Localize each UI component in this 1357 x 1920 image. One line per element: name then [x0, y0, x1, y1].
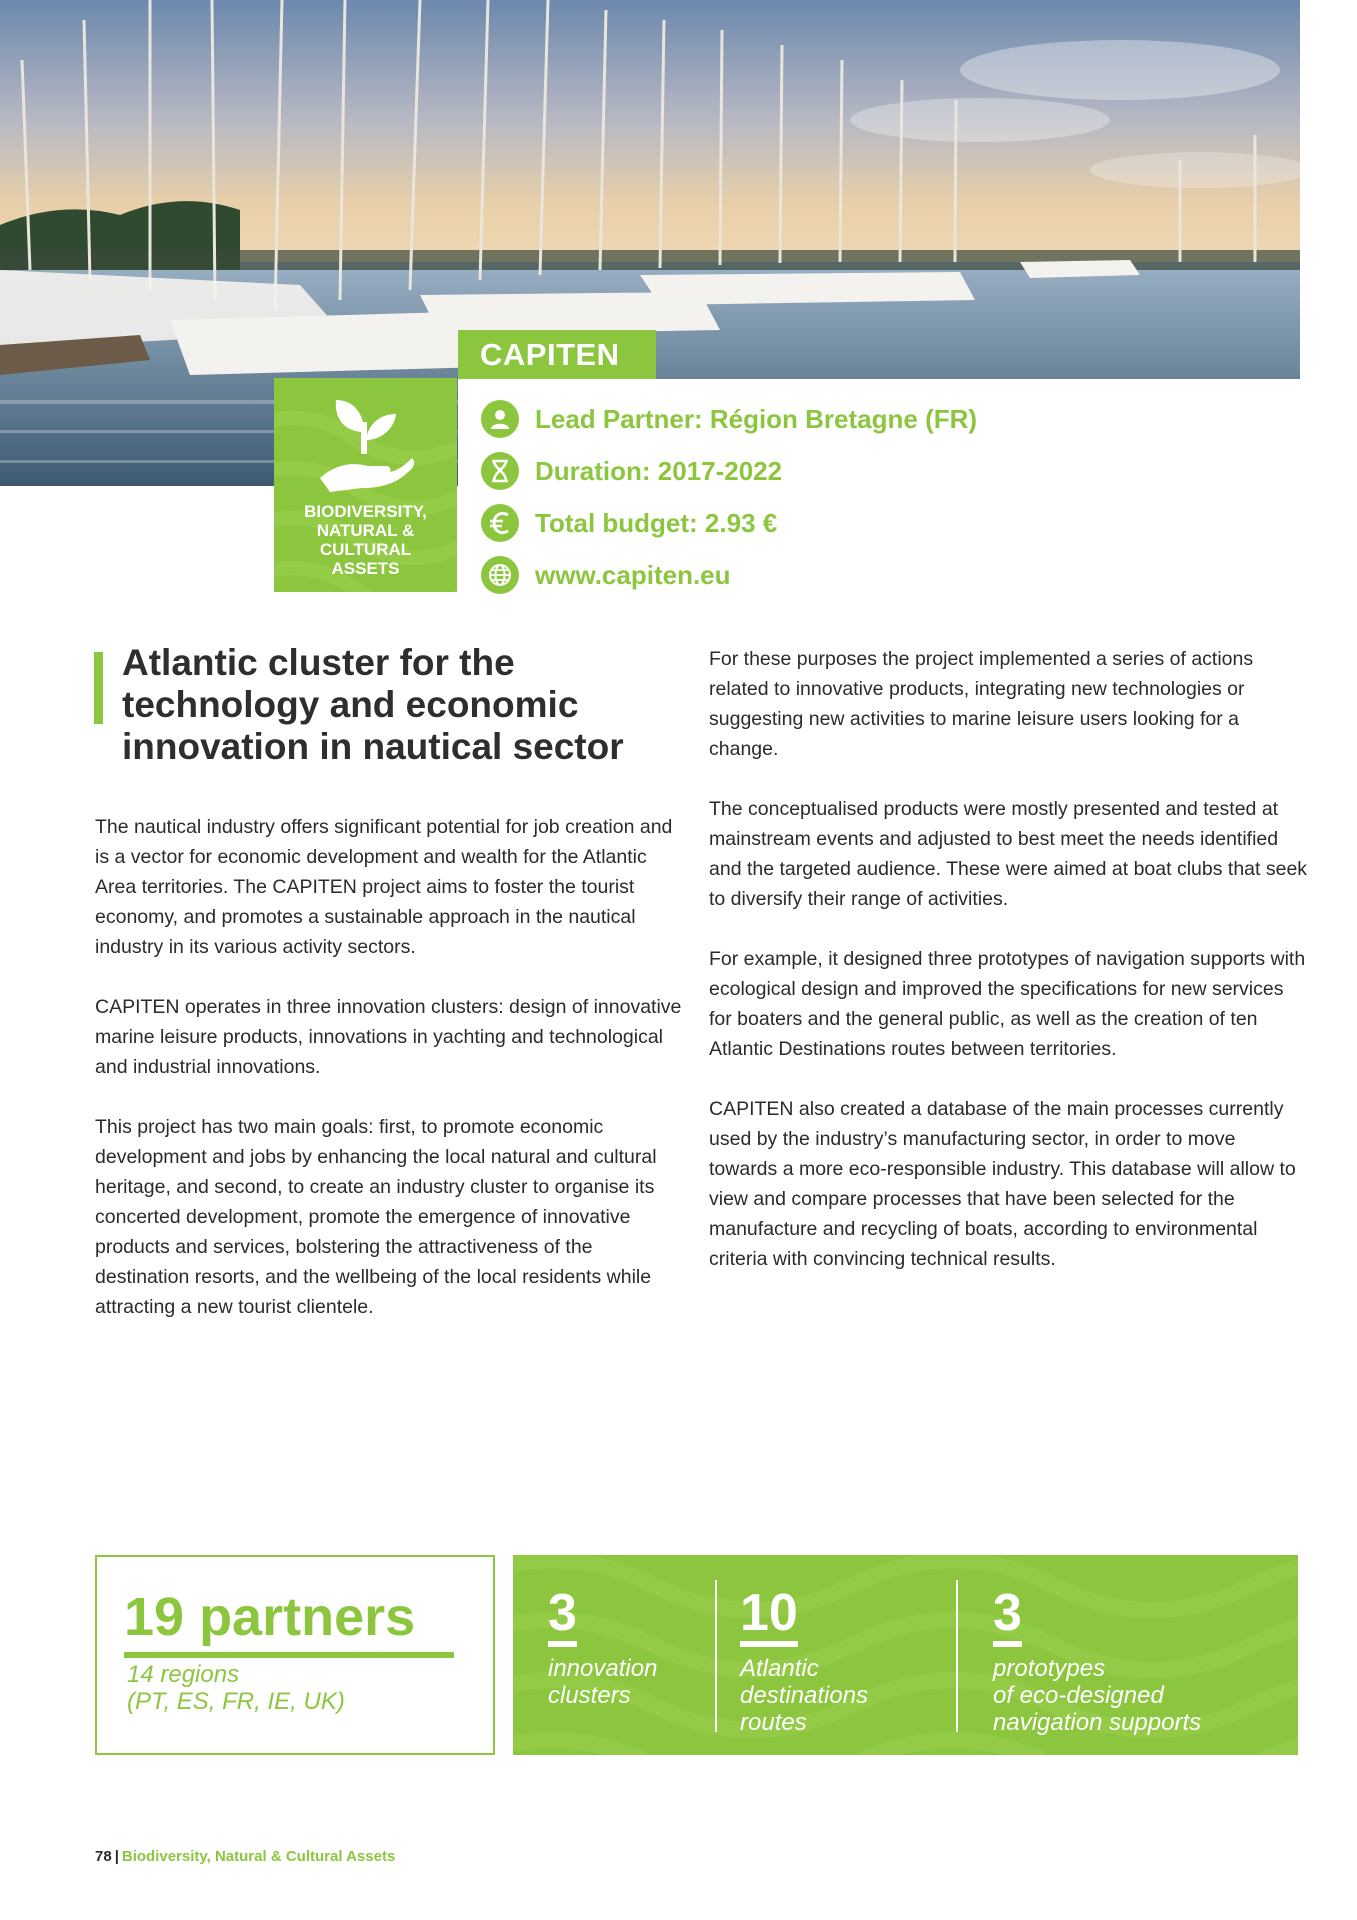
stat-value: 3 [993, 1585, 1022, 1647]
regions-countries: (PT, ES, FR, IE, UK) [127, 1688, 345, 1715]
info-budget [481, 497, 977, 549]
stat-innovation-clusters [548, 1585, 657, 1709]
plant-in-hand-icon [316, 392, 416, 498]
partners-stat-box [95, 1555, 495, 1755]
globe-icon [481, 556, 519, 594]
section-name: Biodiversity, Natural & Cultural Assets [121, 1848, 396, 1865]
body-left-column [95, 812, 691, 1352]
stat-value: 10 [740, 1585, 798, 1647]
paragraph: For example, it designed three prototypes of navigation supports with ecological design and improved the specifications for new services for boaters and the general public, as well as the creation of ten Atlantic Destinations routes between territories. [709, 948, 1306, 1060]
info-lead-partner [481, 393, 977, 445]
title-accent-bar [94, 652, 103, 724]
stat-divider [956, 1580, 958, 1732]
regions-count: 14 regions [127, 1661, 240, 1688]
stat-value: 3 [548, 1585, 577, 1647]
partners-underline [124, 1652, 454, 1658]
partners-regions [127, 1661, 345, 1715]
stat-label: prototypes of eco-designed navigation supports [993, 1655, 1202, 1736]
info-website[interactable] [481, 549, 977, 601]
person-icon [481, 400, 519, 438]
stat-atlantic-routes [740, 1585, 868, 1736]
theme-label: BIODIVERSITY, NATURAL & CULTURAL ASSETS [304, 502, 427, 578]
website-link[interactable]: www.capiten.eu [535, 559, 731, 590]
theme-badge [274, 378, 457, 592]
stats-panel [513, 1555, 1298, 1755]
paragraph: This project has two main goals: first, to promote economic development and jobs by enhancing the local natural and cultural heritage, and second, to create an industry cluster to organise its concerted development, promote the emergence of innovative products and services, bolstering the attractiveness of the destination resorts, and the wellbeing of the local residents while attracting a new tourist clientele. [95, 1116, 657, 1318]
footer-separator: | [114, 1848, 119, 1865]
stat-divider [715, 1580, 717, 1732]
page-footer [95, 1848, 395, 1865]
budget-text: Total budget: 2.93 € [535, 507, 778, 538]
project-name-tab: CAPITEN [458, 330, 656, 379]
hourglass-icon [481, 452, 519, 490]
paragraph: CAPITEN also created a database of the main processes currently used by the industry’s manufacturing sector, in order to move towards a more eco-responsible industry. This database will allow to view and compare processes that have been selected for the manufacture and recycling of boats, according to environmental criteria with convincing technical results. [709, 1098, 1296, 1270]
stat-label: innovation clusters [548, 1655, 658, 1709]
project-info-list [481, 393, 977, 601]
euro-icon [481, 504, 519, 542]
partners-count: 19 partners [124, 1587, 416, 1647]
paragraph: For these purposes the project implemented a series of actions related to innovative products, integrating new technologies or suggesting new activities to marine leisure users looking for a change. [709, 648, 1254, 760]
stat-label: Atlantic destinations routes [740, 1655, 869, 1736]
duration-text: Duration: 2017-2022 [535, 455, 783, 486]
lead-partner-text: Lead Partner: Région Bretagne (FR) [535, 403, 978, 434]
page-title: Atlantic cluster for the technology and economic innovation in nautical sector [122, 642, 624, 767]
paragraph: The conceptualised products were mostly presented and tested at mainstream events and adjusted to best meet the needs identified and the targeted audience. These were aimed at boat clubs that seek to diversify their range of activities. [709, 798, 1308, 910]
info-duration [481, 445, 977, 497]
paragraph: The nautical industry offers significant potential for job creation and is a vector for economic development and wealth for the Atlantic Area territories. The CAPITEN project aims to foster the tourist economy, and promotes a sustainable approach in the nautical industry in its various activity sectors. [95, 816, 673, 958]
body-right-column [709, 644, 1309, 1304]
paragraph: CAPITEN operates in three innovation clusters: design of innovative marine leisure products, innovations in yachting and technological and industrial innovations. [95, 996, 682, 1078]
stat-prototypes [993, 1585, 1201, 1736]
page-number: 78 [95, 1848, 112, 1865]
